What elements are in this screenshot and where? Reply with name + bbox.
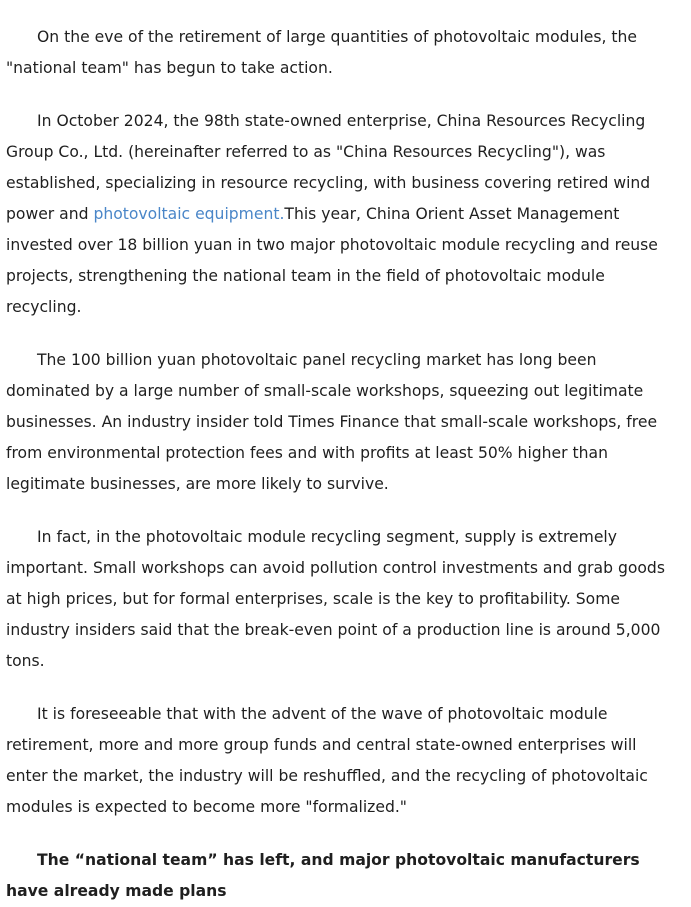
paragraph-text-before-link: In October 2024, the 98th state-owned enterprise, China Resources Recycling Group Co., Ltd. (hereinafter referred to as "China Resources Recycling"), was established, specializing in resource recycling, with business covering retired wind power and	[6, 112, 651, 223]
paragraph-supply: In fact, in the photovoltaic module recycling segment, supply is extremely important. Small workshops can avoid pollution control investments and grab goods at high prices, but for formal enterprises, scale is the key to profitability. Some industry insiders said that the break-even point of a production line is around 5,000 tons.	[6, 528, 665, 670]
paragraph-china-resources	[6, 106, 672, 323]
section-heading: The “national team” has left, and major photovoltaic manufacturers have already made plans	[6, 851, 640, 900]
paragraph-foreseeable: It is foreseeable that with the advent of the wave of photovoltaic module retirement, more and more group funds and central state-owned enterprises will enter the market, the industry will be reshuffled, and the recycling of photovoltaic modules is expected to become more "formalized."	[6, 705, 648, 816]
photovoltaic-equipment-link[interactable]: photovoltaic equipment.	[93, 205, 285, 223]
paragraph-intro: On the eve of the retirement of large quantities of photovoltaic modules, the "national team" has begun to take action.	[6, 28, 637, 77]
paragraph-market: The 100 billion yuan photovoltaic panel recycling market has long been dominated by a large number of small-scale workshops, squeezing out legitimate businesses. An industry insider told Times Finance that small-scale workshops, free from environmental protection fees and with profits at least 50% higher than legitimate businesses, are more likely to survive.	[6, 351, 658, 493]
paragraph-text-after-link: This year, China Orient Asset Management invested over 18 billion yuan in two major photovoltaic module recycling and reuse projects, strengthening the national team in the field of photovoltaic module recycling.	[6, 205, 658, 316]
article-body	[6, 22, 672, 907]
